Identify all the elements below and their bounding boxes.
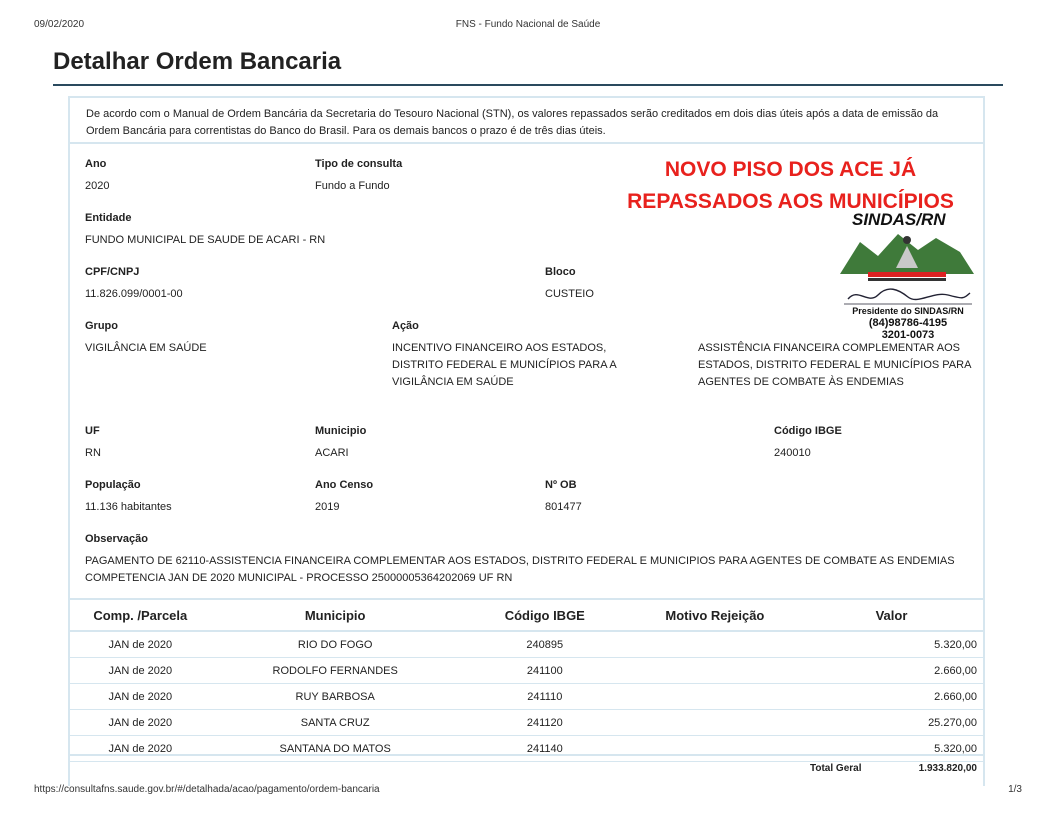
cell-valor: 25.270,00 [800,710,983,736]
cell-valor: 5.320,00 [800,631,983,658]
table-row [70,658,983,684]
sindas-badge [838,210,976,341]
numero-ob-value: 801477 [545,501,582,513]
acao-label: Ação [392,320,419,332]
col-comp-parcela[interactable]: Comp. /Parcela [70,599,211,631]
badge-line-3: 3201-0073 [881,329,935,341]
cpf-cnpj-value: 11.826.099/0001-00 [85,288,183,300]
table-row [70,710,983,736]
print-url: https://consultafns.saude.gov.br/#/detalhada/acao/pagamento/ordem-bancaria [34,784,380,795]
entidade-value: FUNDO MUNICIPAL DE SAUDE DE ACARI - RN [85,234,326,246]
cell-municipio: SANTANA DO MATOS [211,736,460,762]
bloco-value: CUSTEIO [545,288,594,300]
ano-censo-label: Ano Censo [315,479,374,491]
cell-comp: JAN de 2020 [70,736,211,762]
page-title: Detalhar Ordem Bancaria [53,48,342,75]
cell-motivo [630,684,800,710]
municipio-label: Municipio [315,425,367,437]
signature-icon [838,285,976,307]
cell-ibge: 241100 [460,658,630,684]
total-label: Total Geral [810,763,862,774]
cell-valor: 2.660,00 [800,658,983,684]
print-header [34,19,1022,33]
acao-value-2: ASSISTÊNCIA FINANCEIRA COMPLEMENTAR AOS ESTADOS, DISTRITO FEDERAL E MUNICÍPIOS PARA AGENTES DE COMBATE ÀS ENDEMIAS [698,342,971,388]
acao-value: INCENTIVO FINANCEIRO AOS ESTADOS, DISTRITO FEDERAL E MUNICÍPIOS PARA A VIGILÂNCIA EM SAÚDE [392,342,617,388]
table-row [70,684,983,710]
cell-ibge: 240895 [460,631,630,658]
stn-notice: De acordo com o Manual de Ordem Bancária da Secretaria do Tesouro Nacional (STN), os valores repassados serão creditados em dois dias úteis após a data de emissão da Ordem Bancária para correntistas do Banco do Brasil. Para os demais bancos o prazo é de três dias úteis. [70,98,983,144]
ibge-value: 240010 [774,447,811,459]
print-page-count: 1/3 [1008,784,1022,795]
bloco-label: Bloco [545,266,576,278]
cell-comp: JAN de 2020 [70,631,211,658]
total-row [70,754,983,786]
grupo-label: Grupo [85,320,118,332]
cell-municipio: RIO DO FOGO [211,631,460,658]
grupo-value: VIGILÂNCIA EM SAÚDE [85,342,207,354]
table-row [70,631,983,658]
ano-label: Ano [85,158,107,170]
print-title: FNS - Fundo Nacional de Saúde [455,19,601,30]
promo-line-2: REPASSADOS AOS MUNICÍPIOS [627,190,954,213]
uf-value: RN [85,447,101,459]
repasses-table [70,598,983,762]
promo-banner [603,154,978,218]
col-valor[interactable]: Valor [800,599,983,631]
badge-line-2: (84)98786-4195 [868,317,948,329]
badge-line-1: Presidente do SINDAS/RN [852,306,964,316]
cell-valor: 5.320,00 [800,736,983,762]
total-value: 1.933.820,00 [918,763,977,774]
cell-municipio: SANTA CRUZ [211,710,460,736]
cell-comp: JAN de 2020 [70,658,211,684]
print-date: 09/02/2020 [34,19,85,30]
ano-censo-value: 2019 [315,501,340,513]
populacao-label: População [85,479,141,491]
entidade-label: Entidade [85,212,132,224]
cell-motivo [630,631,800,658]
populacao-value: 11.136 habitantes [85,501,172,513]
col-municipio[interactable]: Municipio [211,599,460,631]
tipo-consulta-label: Tipo de consulta [315,158,403,170]
cell-comp: JAN de 2020 [70,710,211,736]
ordem-bancaria-card [68,96,985,786]
col-codigo-ibge[interactable]: Código IBGE [460,599,630,631]
cell-ibge: 241140 [460,736,630,762]
municipio-value: ACARI [315,447,349,459]
tipo-consulta-value: Fundo a Fundo [315,180,390,192]
sindas-emblem-icon [838,228,976,284]
cell-valor: 2.660,00 [800,684,983,710]
cpf-cnpj-label: CPF/CNPJ [85,266,140,278]
sindas-brand: SINDAS/RN [852,210,946,229]
observacao-label: Observação [85,533,148,545]
cell-motivo [630,710,800,736]
cell-motivo [630,658,800,684]
cell-ibge: 241120 [460,710,630,736]
cell-comp: JAN de 2020 [70,684,211,710]
cell-ibge: 241110 [460,684,630,710]
table-header-row [70,599,983,631]
col-motivo-rejeicao[interactable]: Motivo Rejeição [630,599,800,631]
ano-value: 2020 [85,180,110,192]
cell-municipio: RUY BARBOSA [211,684,460,710]
print-footer [34,784,1022,798]
numero-ob-label: Nº OB [545,479,577,491]
cell-municipio: RODOLFO FERNANDES [211,658,460,684]
title-divider [53,84,1003,86]
promo-line-1: NOVO PISO DOS ACE JÁ [664,158,917,181]
uf-label: UF [85,425,100,437]
repasses-table-wrap [70,598,983,762]
observacao-value: PAGAMENTO DE 62110-ASSISTENCIA FINANCEIRA COMPLEMENTAR AOS ESTADOS, DISTRITO FEDERAL E MUNICIPIOS PARA AGENTES DE COMBATE AS ENDEMIAS COMPETENCIA JAN DE 2020 MUNICIPAL - PROCESSO 25000005364202069 UF RN [85,555,955,584]
ibge-label: Código IBGE [774,425,842,437]
